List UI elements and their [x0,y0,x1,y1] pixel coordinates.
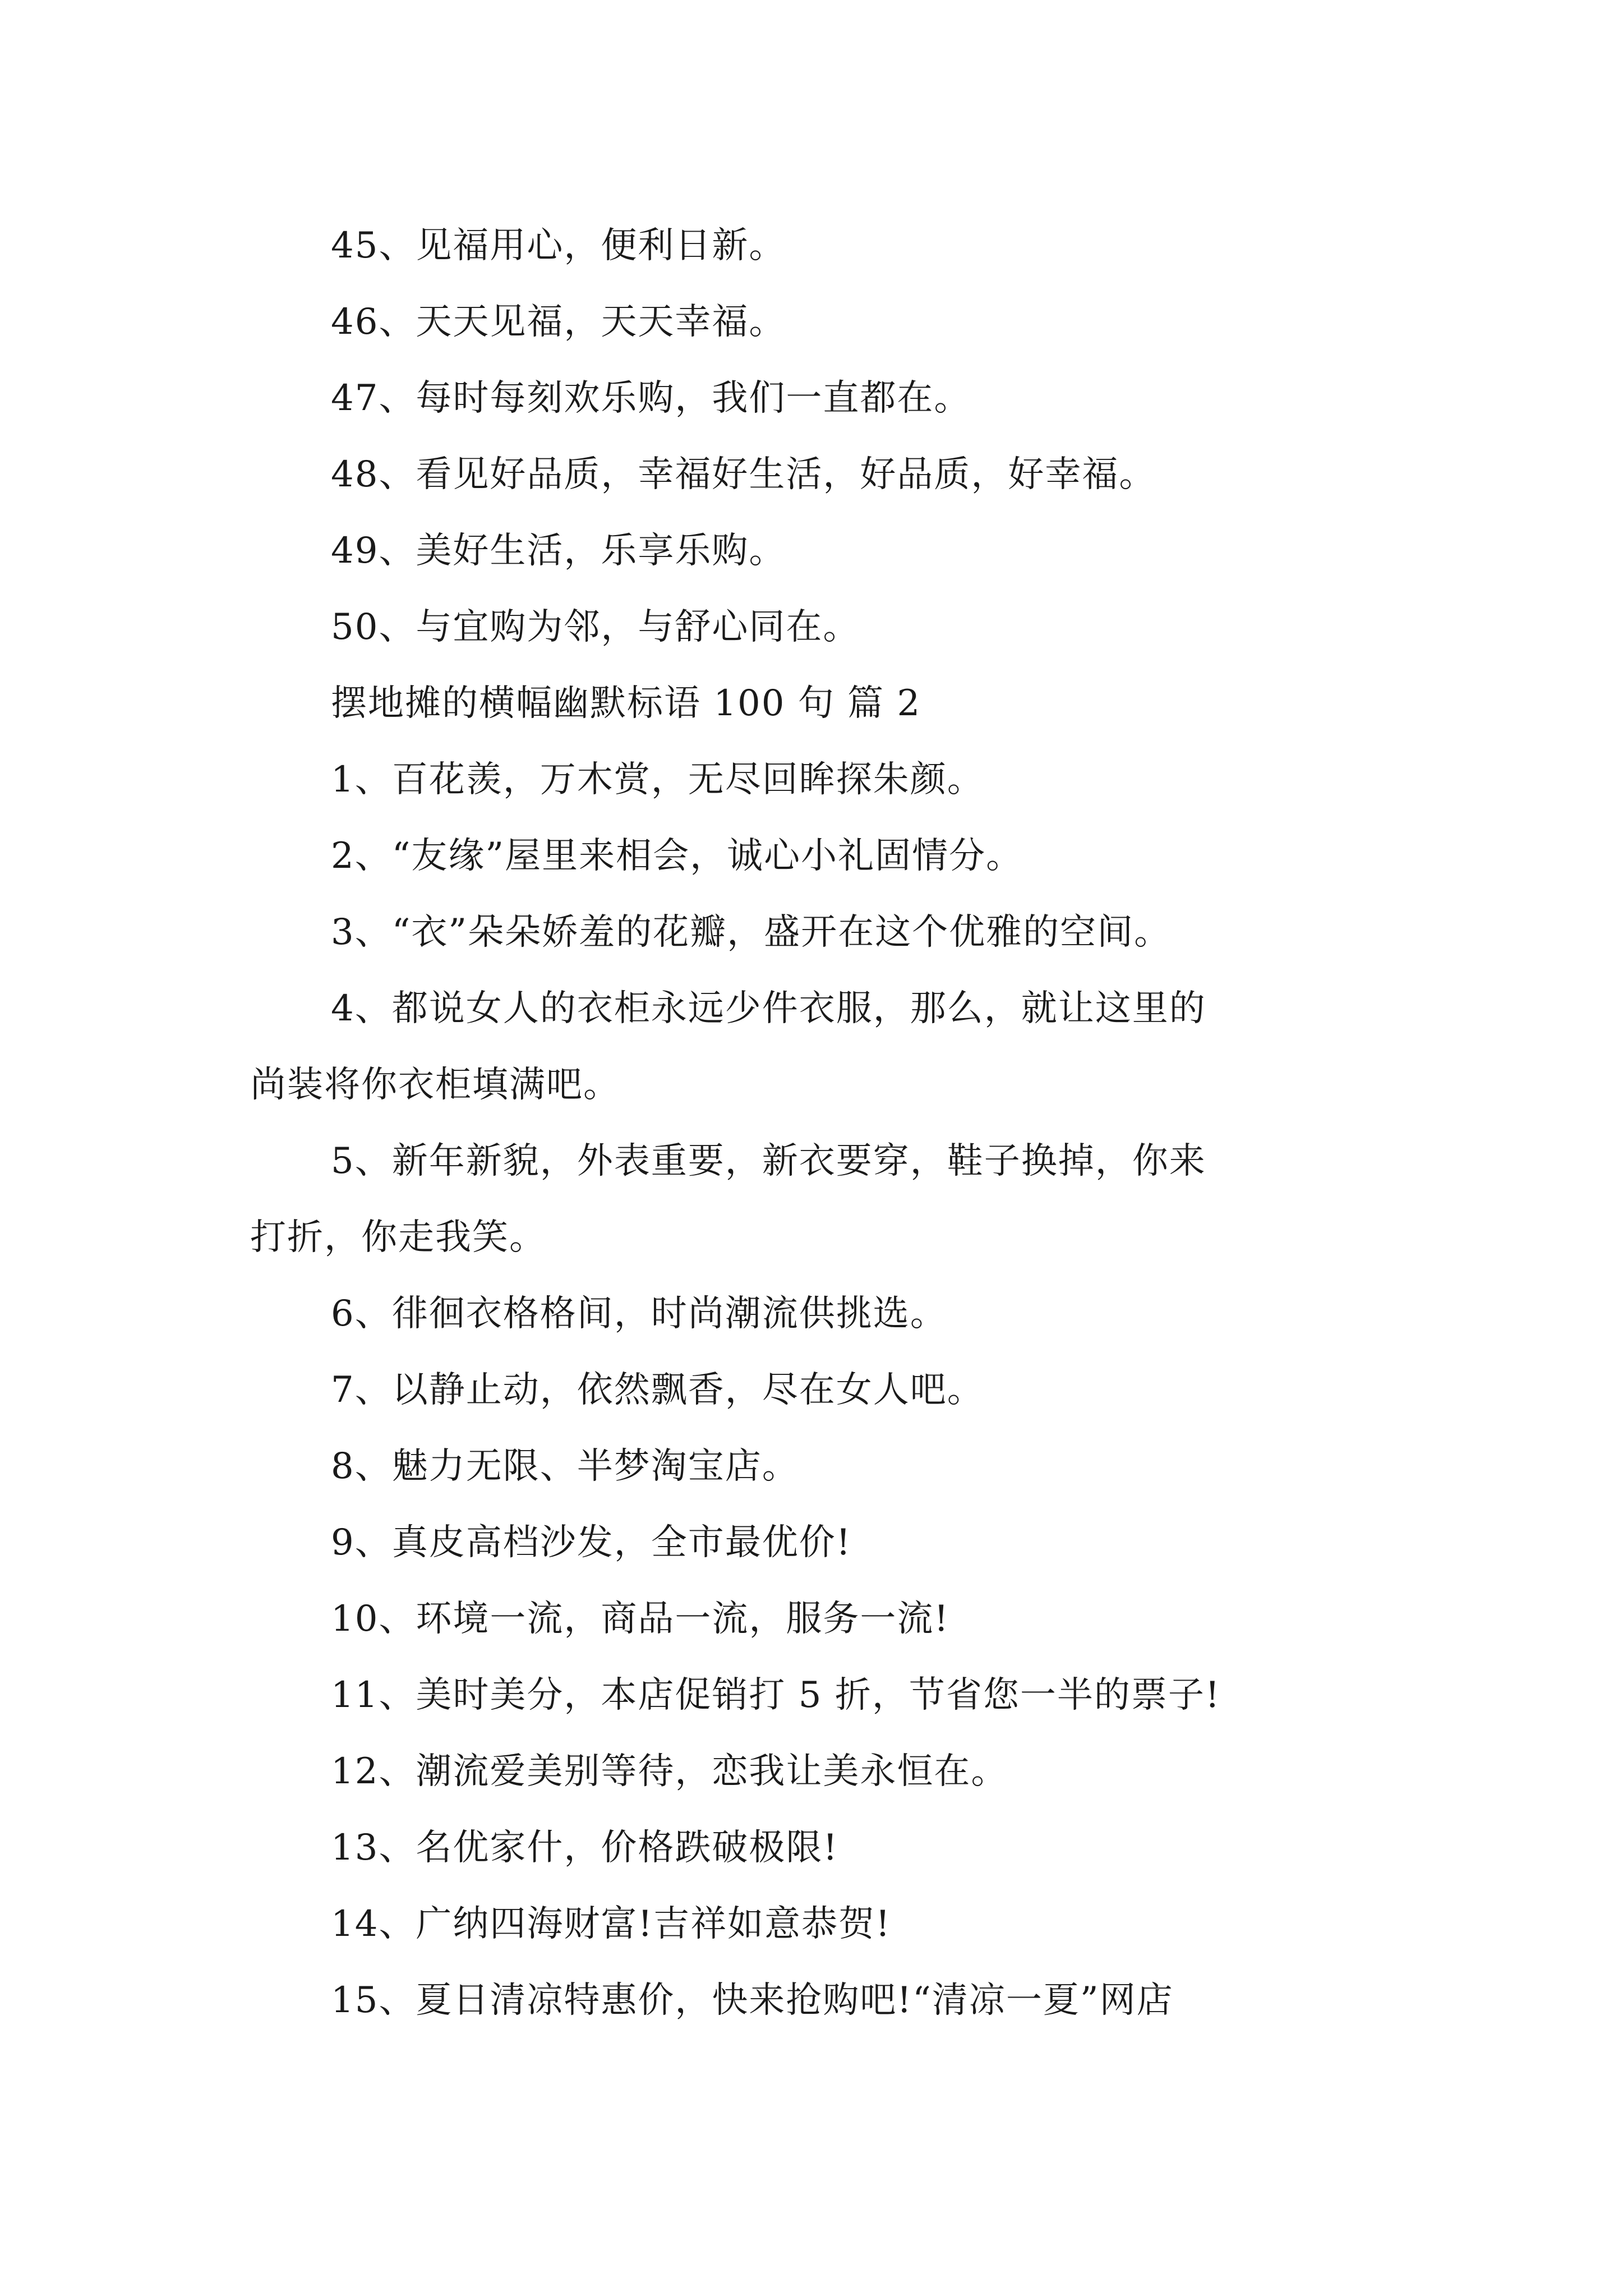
list-item: 1、百花羡，万木赏，无尽回眸探朱颜。 [331,759,984,800]
list-item-continuation: 尚装将你衣柜填满吧。 [250,1064,620,1106]
list-item-continuation: 打折，你走我笑。 [250,1217,546,1258]
section-heading: 摆地摊的横幅幽默标语 100 句 篇 2 [331,683,921,724]
list-item: 3、“衣”朵朵娇羞的花瓣，盛开在这个优雅的空间。 [331,912,1172,953]
list-item: 10、环境一流，商品一流，服务一流! [331,1598,950,1640]
list-item: 13、名优家什，价格跌破极限! [331,1827,839,1869]
list-item: 46、天天见福，天天幸福。 [331,301,786,343]
list-item: 47、每时每刻欢乐购，我们一直都在。 [331,378,971,419]
list-item: 49、美好生活，乐享乐购。 [331,530,786,572]
list-item: 11、美时美分，本店促销打 5 折，节省您一半的票子! [331,1674,1221,1716]
list-item: 14、广纳四海财富!吉祥如意恭贺! [331,1903,891,1945]
list-item: 2、“友缘”屋里来相会，诚心小礼固情分。 [331,835,1023,877]
list-item: 15、夏日清凉特惠价，快来抢购吧!“清凉一夏”网店 [331,1980,1174,2021]
list-item: 7、以静止动，依然飘香，尽在女人吧。 [331,1369,984,1411]
document-body [250,208,1377,2039]
list-item: 6、徘徊衣格格间，时尚潮流供挑选。 [331,1293,947,1335]
list-item: 45、见福用心，便利日新。 [331,225,786,266]
list-item: 5、新年新貌，外表重要，新衣要穿，鞋子换掉，你来 [331,1140,1206,1182]
list-item: 48、看见好品质，幸福好生活，好品质，好幸福。 [331,454,1156,495]
list-item: 9、真皮高档沙发，全市最优价! [331,1522,852,1563]
list-item: 8、魅力无限、半梦淘宝店。 [331,1446,799,1487]
list-item: 12、潮流爱美别等待，恋我让美永恒在。 [331,1751,1008,1792]
list-item: 4、都说女人的衣柜永远少件衣服，那么，就让这里的 [331,988,1206,1029]
list-item: 50、与宜购为邻，与舒心同在。 [331,606,860,648]
